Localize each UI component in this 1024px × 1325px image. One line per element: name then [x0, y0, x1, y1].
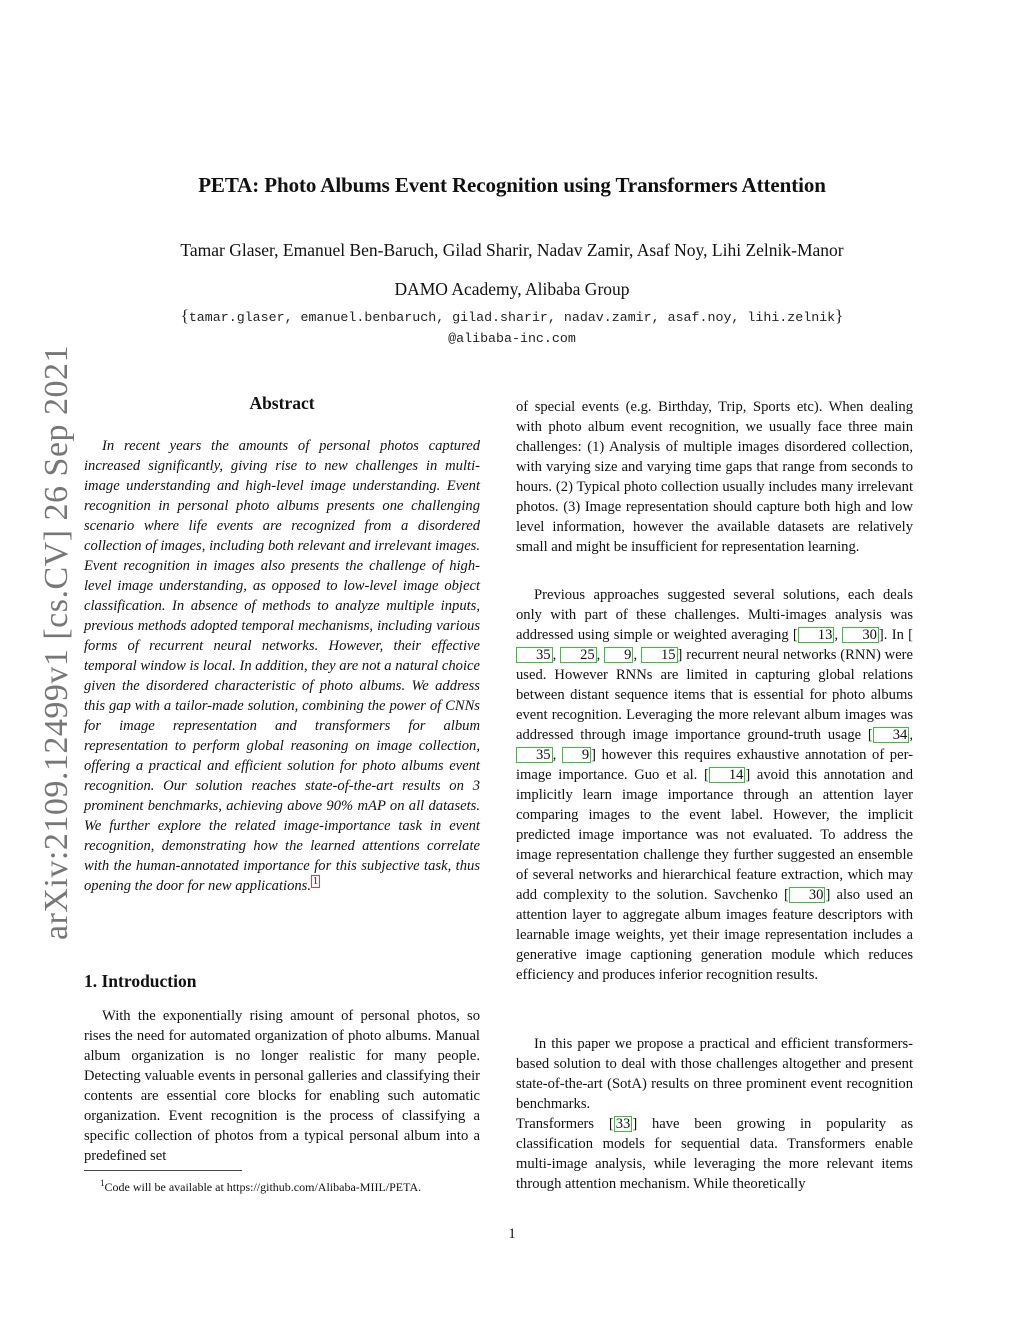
text-span: Transformers [516, 1116, 609, 1132]
citation-link[interactable]: 14 [709, 767, 746, 783]
email-names: tamar.glaser, emanuel.benbaruch, gilad.sharir, nadav.zamir, asaf.noy, lihi.zelnik [188, 310, 836, 325]
introduction-heading: 1. Introduction [84, 971, 197, 991]
email-list [0, 306, 1024, 326]
citation-link[interactable]: 13 [798, 627, 835, 643]
introduction-body: With the exponentially rising amount of personal photos, so rises the need for automated organization of photo albums. Manual album organization is no longer realistic for many people. Detecting valuable events in personal galleries and classifying their contents are essential core blocks for enabling such automatic organization. Event recognition is the process of classifying a specific collection of photos from a typical personal album into a predefined set [84, 1008, 480, 1164]
separator: , [909, 727, 913, 743]
abstract-heading: Abstract [249, 393, 315, 413]
citation-link[interactable]: 25 [560, 647, 597, 663]
right-paragraph-3: In this paper we propose a practical and efficient transformers-based solution to deal with those challenges altogether and present state-of-the-art (SotA) results on three prominent event recognition benchmarks. [516, 1036, 913, 1112]
text-span: Previous approaches suggested several solutions, each deals only with part of these challenges. Multi-images analysis was addressed using simple or weighted averaging [516, 587, 913, 643]
arxiv-stamp: arXiv:2109.12499v1 [cs.CV] 26 Sep 2021 [38, 344, 75, 940]
separator: , [552, 747, 562, 763]
text-span: ] recurrent neural networks (RNN) were used. However RNNs are limited in capturing global relations between distant sequence items that is essential for photo albums event recognition. Leveraging the more relevant album images was addressed through image importance ground-truth usage [516, 647, 914, 743]
bracket: [ [908, 627, 914, 643]
email-brace-close: } [835, 306, 844, 325]
footnote-ref-link[interactable]: 1 [313, 876, 319, 888]
text-span: ]. In [878, 627, 909, 643]
abstract-text: In recent years the amounts of personal photos captured increased significantly, giving rise to new challenges in multi-image understanding and high-level image understanding. Event recognition in personal photo albums presents one challenging scenario where life events are recognized from a disordered collection of images, including both relevant and irrelevant images. Event recognition in images also presents the challenge of high-level image understanding, as opposed to low-level image object classification. In absence of methods to analyze multiple inputs, previous methods adopted temporal mechanisms, including various forms of recurrent neural networks. However, their effective temporal window is local. In addition, they are not a natural choice given the disordered characteristic of photo albums. We address this gap with a tailor-made solution, combining the power of CNNs for image representation and transformers for album representation to perform global reasoning on image collection, offering a practical and efficient solution for photo albums event recognition. Our solution reaches state-of-the-art results on 3 prominent benchmarks, achieving above 90% mAP on all datasets. We further explore the related image-importance task in event recognition, demonstrating how the learned attentions correlate with the human-annotated importance for this subjective task, thus opening the door for new applications. [84, 438, 480, 894]
footnote-mark: 1 [100, 1178, 105, 1188]
citation-link[interactable]: 9 [604, 647, 633, 663]
abstract-body [84, 436, 480, 896]
citation-link[interactable]: 30 [842, 627, 879, 643]
text-span: ] avoid this annotation and implicitly learn image importance through an attention layer comparing images to the event label. However, the implicit predicted image importance was not evaluated. To address the image representation challenge they further suggested an ensemble of several networks and hierarchical feature extraction, which may add complexity to the solution. Savchenko [516, 767, 913, 903]
bracket: [ [608, 1116, 614, 1132]
footnote-rule [84, 1170, 242, 1171]
paper-title: PETA: Photo Albums Event Recognition using Transformers Attention [198, 173, 826, 197]
citation-link[interactable]: 9 [562, 747, 591, 763]
citation-link[interactable]: 33 [615, 1116, 631, 1132]
affiliation: DAMO Academy, Alibaba Group [394, 279, 630, 299]
page-number: 1 [508, 1226, 516, 1242]
citation-link[interactable]: 35 [516, 747, 553, 763]
separator: , [633, 647, 641, 663]
citation-link[interactable]: 34 [873, 727, 910, 743]
bracket: [ [703, 767, 709, 783]
footnote [100, 1178, 421, 1195]
right-paragraph-4 [516, 1114, 913, 1194]
right-paragraph-1: of special events (e.g. Birthday, Trip, Sports etc). When dealing with photo album event recognition, we usually face three main challenges: (1) Analysis of multiple images disordered collection, with varying size and varying time gaps that range from seconds to hours. (2) Typical photo collection usually includes many irrelevant photos. (3) Image representation should capture both high and low level information, however the available datasets are relatively small and might be insufficient for representation learning. [516, 399, 913, 555]
citation-link[interactable]: 35 [516, 647, 553, 663]
bracket: [ [792, 627, 798, 643]
right-paragraph-2 [516, 585, 913, 985]
text-span: ] also used an attention layer to aggregate album images feature descriptors with learnable image weights, yet their image representation includes a generative image captioning generation module which reduces efficiency and produces inferior recognition results. [516, 887, 913, 983]
email-brace-open: { [180, 306, 189, 325]
text-span: ] have been growing in popularity as classification models for sequential data. Transformers enable multi-image analysis, while leveraging the more relevant items through attention mechanism. While theoretically [516, 1116, 914, 1192]
citation-link[interactable]: 30 [789, 887, 826, 903]
separator: , [834, 627, 843, 643]
separator: , [596, 647, 605, 663]
bracket: [ [783, 887, 789, 903]
author-list: Tamar Glaser, Emanuel Ben-Baruch, Gilad Sharir, Nadav Zamir, Asaf Noy, Lihi Zelnik-Manor [180, 240, 844, 260]
email-domain: @alibaba-inc.com [448, 331, 576, 346]
separator: , [552, 647, 561, 663]
footnote-text: Code will be available at https://github.com/Alibaba-MIIL/PETA. [104, 1180, 422, 1194]
bracket: [ [867, 727, 873, 743]
text-span: ] however this requires exhaustive annotation of per-image importance. Guo et al. [516, 747, 913, 783]
citation-link[interactable]: 15 [641, 647, 678, 663]
